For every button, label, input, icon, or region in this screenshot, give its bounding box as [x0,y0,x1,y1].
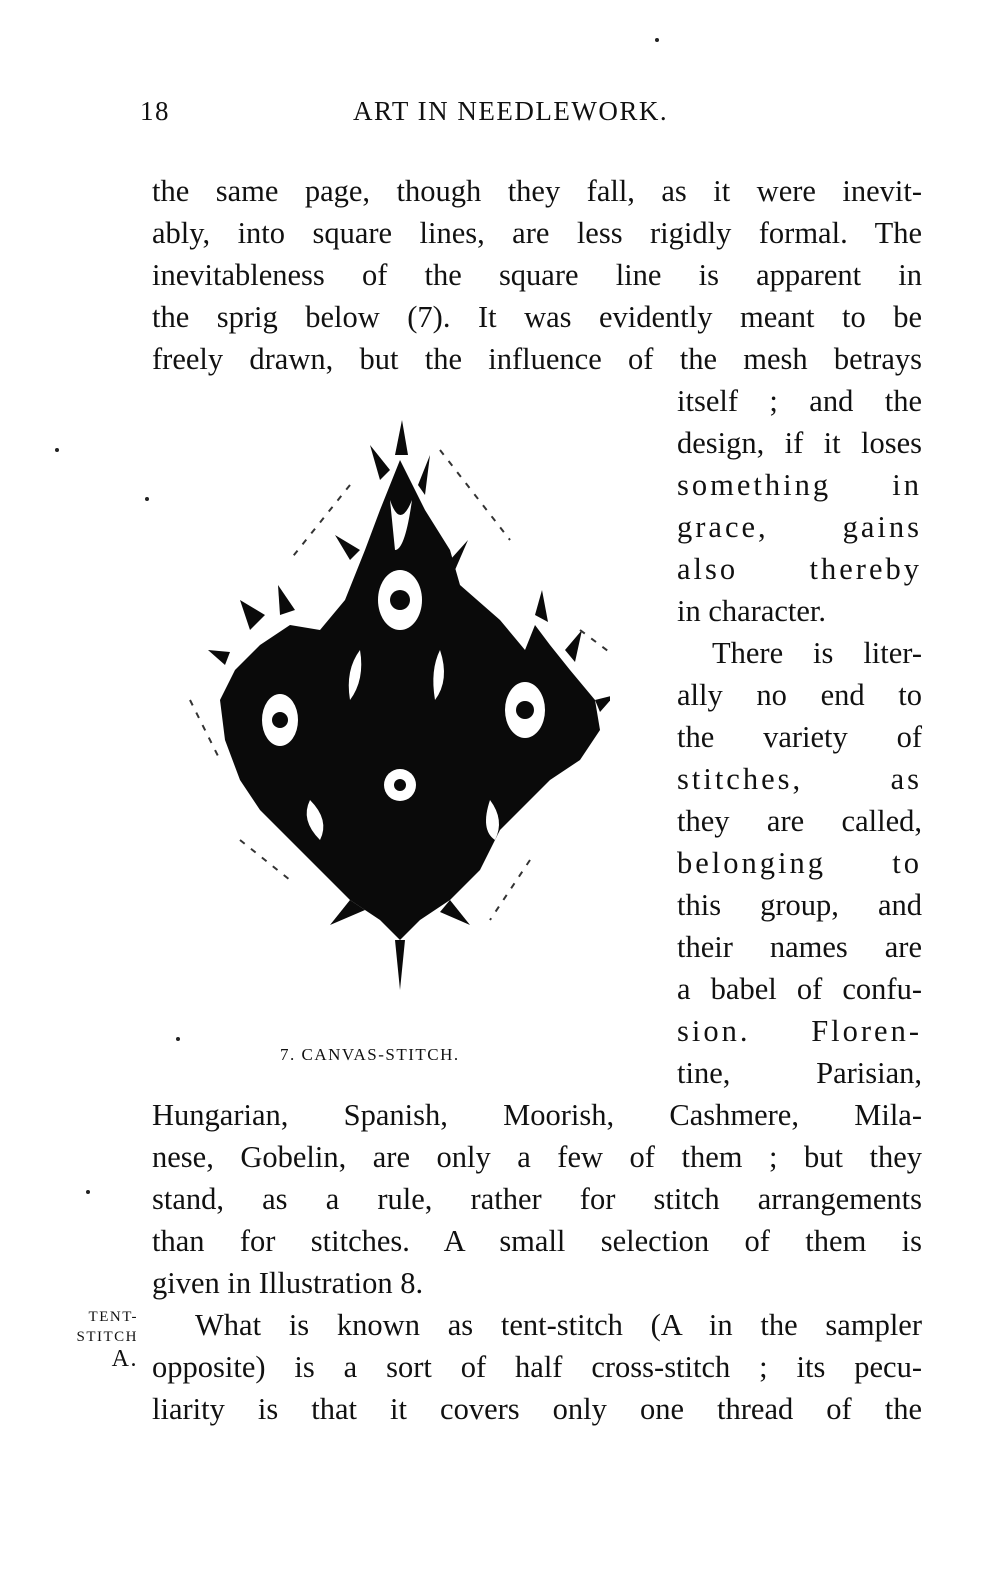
text-line: liarity is that it covers only one thread of the [152,1392,922,1426]
text-line: freely drawn, but the influence of the mesh betrays [152,342,922,376]
text-line: ably, into square lines, are less rigidly formal. The [152,216,922,250]
scan-speck [655,38,659,42]
margin-note [44,1307,138,1372]
text-line: the sprig below (7). It was evidently meant to be [152,300,922,334]
text-line: Hungarian, Spanish, Moorish, Cashmere, Mila- [152,1098,922,1132]
text-line: their names are [677,930,922,964]
text-line: also thereby [677,552,922,586]
text-line: this group, and [677,888,922,922]
text-line: given in Illustration 8. [152,1266,424,1300]
text-line: stand, as a rule, rather for stitch arrangements [152,1182,922,1216]
text-line: in character. [677,594,827,628]
text-line: design, if it loses [677,426,922,460]
text-line: a babel of confu- [677,972,922,1006]
text-line: What is known as tent-stitch (A in the sampler [195,1308,922,1342]
margin-note-line: STITCH [76,1329,138,1345]
figure-caption: 7. CANVAS-STITCH. [280,1045,460,1064]
text-line: tine, Parisian, [677,1056,922,1090]
text-line: ally no end to [677,678,922,712]
text-line: itself ; and the [677,384,922,418]
text-line: the variety of [677,720,922,754]
margin-note-letter: A. [111,1346,138,1372]
text-line: There is liter- [712,636,922,670]
text-line: grace, gains [677,510,922,544]
text-line: nese, Gobelin, are only a few of them ; but they [152,1140,922,1174]
scan-speck [176,1037,180,1041]
text-line: stitches, as [677,762,922,796]
text-line: inevitableness of the square line is apparent in [152,258,922,292]
running-header [140,96,740,136]
running-title: ART IN NEEDLEWORK. [353,96,669,126]
margin-note-line: TENT- [88,1309,138,1325]
scan-speck [145,497,149,501]
text-line: something in [677,468,922,502]
canvas-stitch-sprig-illustration [150,400,610,1020]
scan-speck [86,1190,90,1194]
page-number: 18 [140,96,170,126]
text-line: opposite) is a sort of half cross-stitch ; its pecu- [152,1350,922,1384]
text-line: the same page, though they fall, as it were inevit- [152,174,922,208]
text-line: belonging to [677,846,922,880]
scan-speck [55,448,59,452]
text-line: they are called, [677,804,922,838]
text-line: sion. Floren- [677,1014,922,1048]
text-line: than for stitches. A small selection of them is [152,1224,922,1258]
